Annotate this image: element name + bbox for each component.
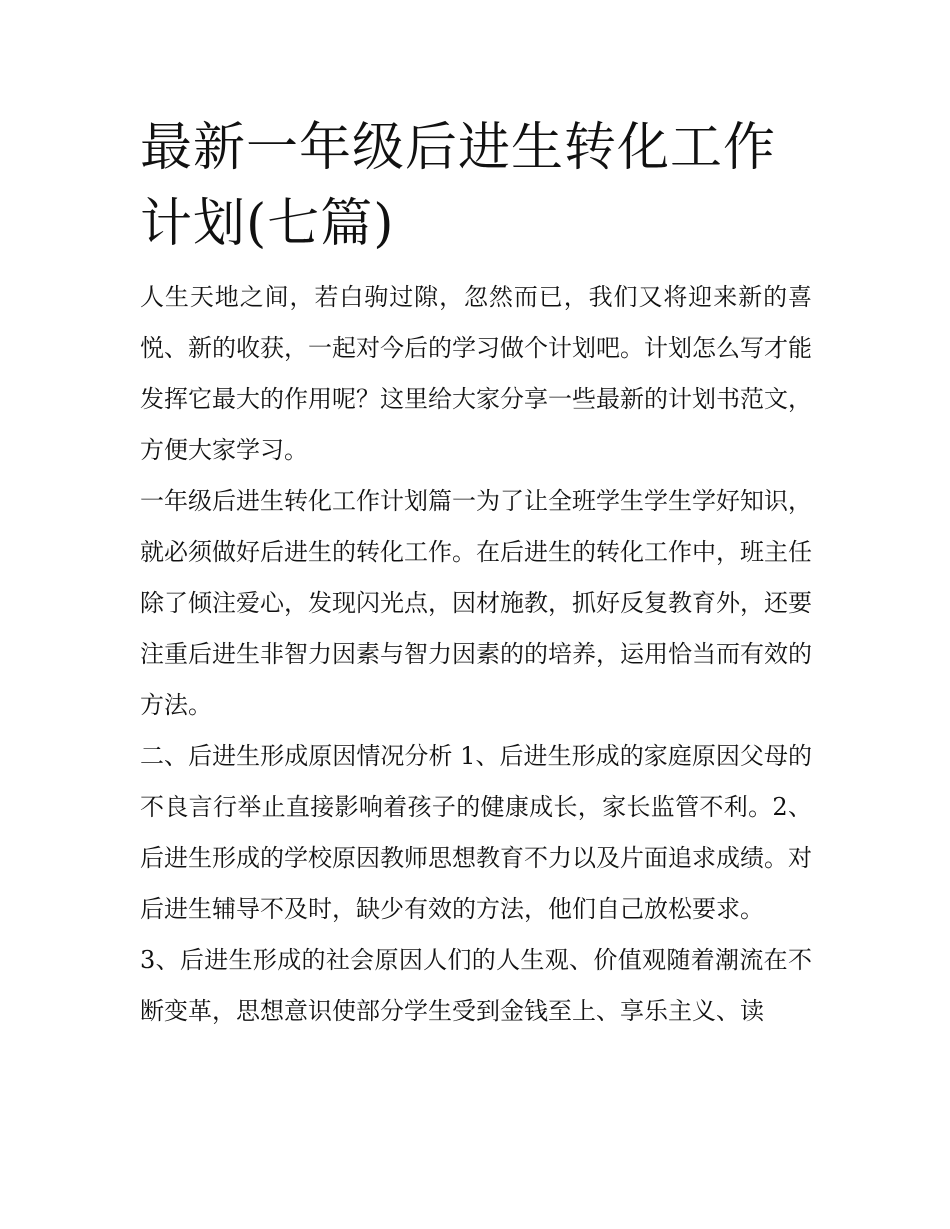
paragraph-section-1: 一年级后进生转化工作计划篇一为了让全班学生学生学好知识，就必须做好后进生的转化工作。在后进生的转化工作中，班主任除了倾注爱心，发现闪光点，因材施教，抓好反复教育外，还要注重后进生非智力因素与智力因素的的培养，运用恰当而有效的方法。 bbox=[140, 487, 812, 719]
document-title: 最新一年级后进生转化工作计划(七篇) bbox=[140, 118, 777, 254]
document-page bbox=[140, 110, 812, 1037]
paragraph-section-2: 二、后进生形成原因情况分析 1、后进生形成的家庭原因父母的不良言行举止直接影响着孩子的健康成长，家长监管不利。2、后进生形成的学校原因教师思想教育不力以及片面追求成绩。对后进生辅导不及时，缺少有效的方法，他们自己放松要求。 bbox=[140, 742, 812, 923]
paragraph-section-3: 3、后进生形成的社会原因人们的人生观、价值观随着潮流在不断变革，思想意识使部分学生受到金钱至上、享乐主义、读 bbox=[140, 946, 812, 1025]
paragraph-intro: 人生天地之间，若白驹过隙，忽然而已，我们又将迎来新的喜悦、新的收获，一起对今后的学习做个计划吧。计划怎么写才能发挥它最大的作用呢？这里给大家分享一些最新的计划书范文，方便大家学习。 bbox=[140, 283, 812, 464]
